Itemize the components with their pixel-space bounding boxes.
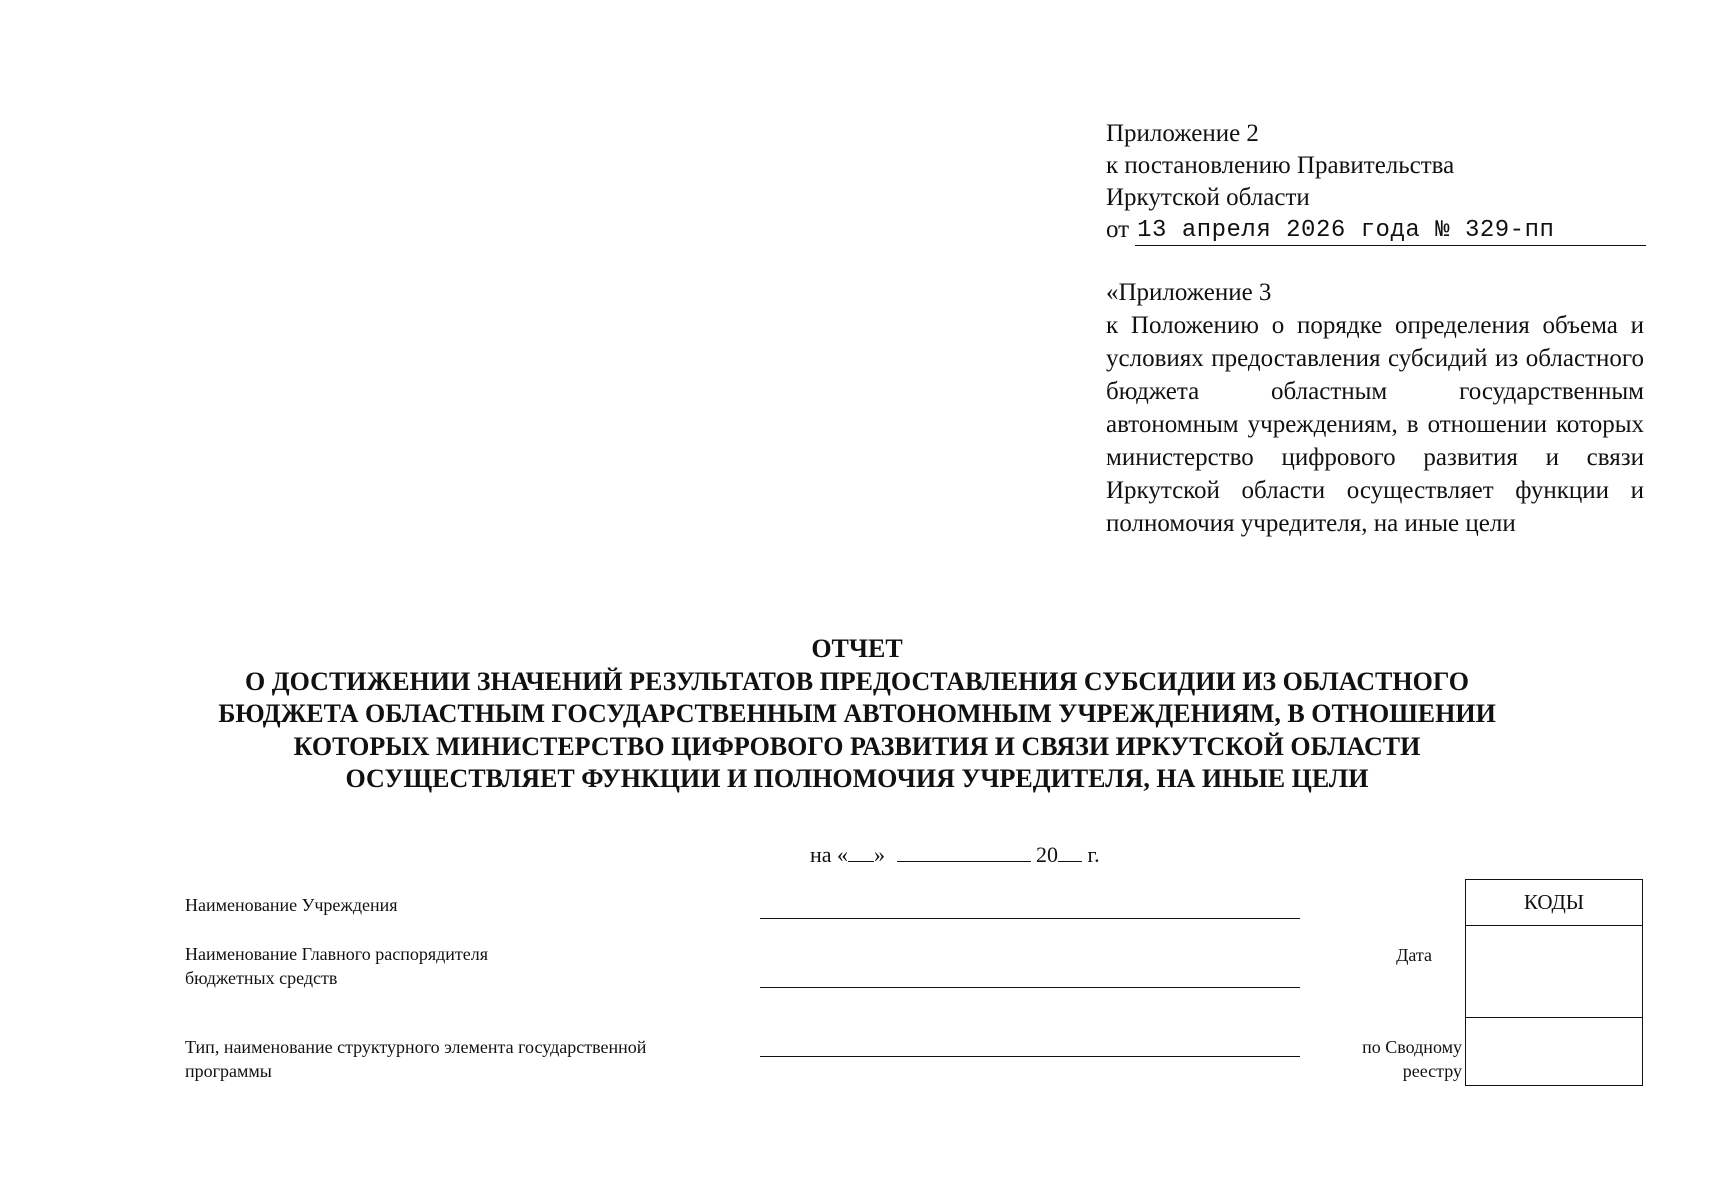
institution-field[interactable]: [760, 918, 1300, 919]
manager-label-line: Наименование Главного распорядителя: [185, 944, 489, 964]
report-year-suffix: г.: [1087, 842, 1100, 867]
report-title-line: БЮДЖЕТА ОБЛАСТНЫМ ГОСУДАРСТВЕННЫМ АВТОНОМНЫМ УЧРЕЖДЕНИЯМ, В ОТНОШЕНИИ: [218, 699, 1496, 728]
report-year-blank[interactable]: [1058, 843, 1082, 862]
report-year-prefix: 20: [1036, 842, 1059, 867]
codes-table: [1465, 879, 1643, 1086]
report-date-close-quote: »: [874, 842, 886, 867]
codes-registry-label-line: реестру: [1402, 1061, 1462, 1081]
program-field[interactable]: [760, 1056, 1300, 1057]
appendix-number: Приложение 2: [1106, 120, 1259, 147]
report-title-line: ОСУЩЕСТВЛЯЕТ ФУНКЦИИ И ПОЛНОМОЧИЯ УЧРЕДИТЕЛЯ, НА ИНЫЕ ЦЕЛИ: [345, 764, 1369, 793]
codes-registry-label: [1300, 1035, 1462, 1083]
report-title: [150, 633, 1564, 796]
program-label-line: Тип, наименование структурного элемента государственной: [185, 1037, 647, 1057]
codes-registry-cell[interactable]: [1466, 1018, 1642, 1085]
appendix-resolution: к постановлению Правительства: [1106, 152, 1455, 179]
program-label-line: программы: [185, 1061, 272, 1081]
manager-label-line: бюджетных средств: [185, 968, 338, 988]
appendix-region: Иркутской области: [1106, 184, 1310, 211]
codes-header: КОДЫ: [1466, 880, 1642, 926]
report-day-blank[interactable]: [848, 843, 874, 862]
report-date-prefix: на «: [810, 842, 849, 867]
appendix-date-row: [1106, 214, 1646, 246]
appendix-reference-heading: «Приложение 3: [1106, 279, 1272, 306]
program-label: [185, 1035, 646, 1083]
report-date-line: [810, 842, 1100, 868]
appendix-date-value: 13 апреля 2026 года № 329-пп: [1135, 217, 1646, 246]
report-month-blank[interactable]: [897, 843, 1031, 862]
appendix-reference: [1106, 276, 1644, 540]
appendix-date-prefix: от: [1106, 216, 1130, 243]
institution-label: Наименование Учреждения: [185, 895, 398, 915]
report-title-line: О ДОСТИЖЕНИИ ЗНАЧЕНИЙ РЕЗУЛЬТАТОВ ПРЕДОСТАВЛЕНИЯ СУБСИДИИ ИЗ ОБЛАСТНОГО: [245, 666, 1469, 696]
manager-field[interactable]: [760, 987, 1300, 988]
report-title-head: ОТЧЕТ: [811, 634, 903, 663]
codes-registry-label-line: по Сводному: [1362, 1037, 1462, 1057]
appendix-reference-body: к Положению о порядке определения объема и условиях предоставления субсидий из областного бюджета областным государственным автономным учреждениям, в отношении которых министерство цифрового развития и связи Иркутской области осуществляет функции и полномочия учредителя, на иные цели: [1106, 312, 1644, 537]
appendix-header: [1106, 118, 1646, 246]
codes-date-label: Дата: [1396, 945, 1432, 965]
report-title-line: КОТОРЫХ МИНИСТЕРСТВО ЦИФРОВОГО РАЗВИТИЯ И СВЯЗИ ИРКУТСКОЙ ОБЛАСТИ: [293, 731, 1421, 761]
manager-label: [185, 942, 488, 990]
codes-date-cell[interactable]: [1466, 926, 1642, 1018]
